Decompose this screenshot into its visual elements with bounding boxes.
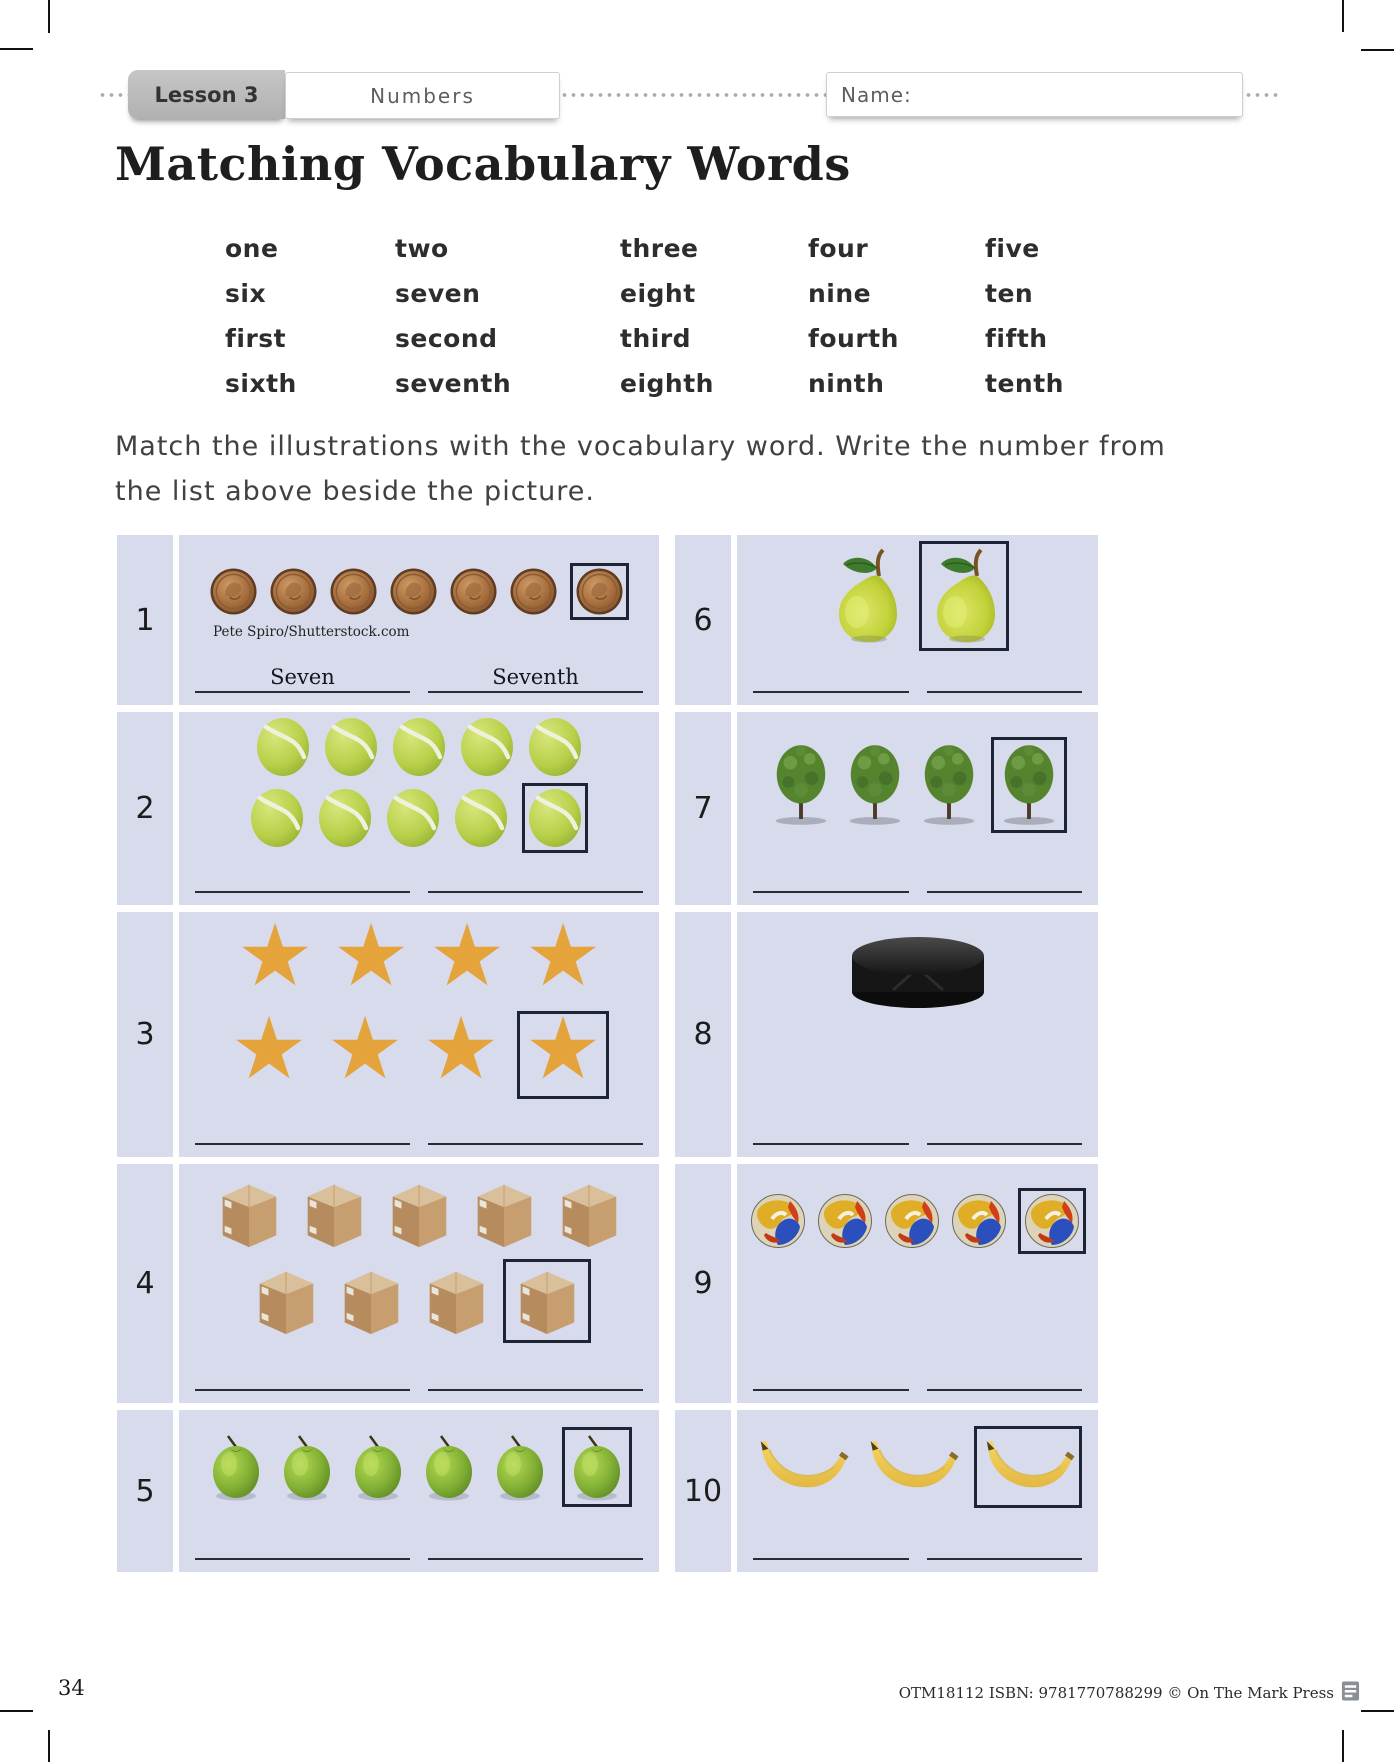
item-row: [754, 1426, 1082, 1508]
tree-image: [843, 742, 907, 828]
tennis-ball-image: [460, 717, 514, 777]
carton-image: [248, 1264, 324, 1338]
carton-image: [509, 1264, 585, 1338]
selection-box: [919, 541, 1009, 651]
item-area: [187, 1172, 651, 1347]
item-area: [187, 720, 651, 849]
word-item: tenth: [985, 369, 1064, 398]
cell-number: 5: [117, 1410, 173, 1572]
word-item: two: [395, 234, 449, 263]
word-item: ninth: [808, 369, 885, 398]
tennis-ball-image: [386, 788, 440, 848]
answer-line[interactable]: [428, 857, 643, 893]
page-number: 34: [58, 1676, 85, 1700]
item-row: [207, 1427, 632, 1507]
crop-mark: [1342, 0, 1344, 32]
answer-line[interactable]: [927, 1524, 1083, 1560]
banana-image: [754, 1431, 850, 1503]
item-area: [745, 920, 1090, 1101]
crop-mark: [1342, 1730, 1344, 1762]
item-row: [769, 737, 1067, 833]
item-row: [229, 998, 609, 1099]
item-row: [256, 717, 582, 777]
word-item: second: [395, 324, 498, 353]
answer-line[interactable]: [927, 657, 1083, 693]
answer-line[interactable]: [428, 1355, 643, 1391]
apple-image: [491, 1432, 549, 1502]
pear-image: [925, 546, 1003, 646]
word-item: seventh: [395, 369, 512, 398]
name-input-box[interactable]: [826, 72, 1243, 117]
answer-text: Seven: [270, 665, 335, 689]
apple-image: [420, 1432, 478, 1502]
word-item: seven: [395, 279, 481, 308]
item-row: [827, 541, 1009, 651]
apple-image: [568, 1432, 626, 1502]
item-area: [187, 543, 651, 649]
star-image: ★: [332, 905, 410, 1006]
lesson-label: Lesson 3: [154, 82, 259, 107]
puck-image: [833, 924, 1003, 1024]
tennis-ball-image: [324, 717, 378, 777]
star-image: ★: [524, 998, 602, 1099]
item-area: [745, 543, 1090, 649]
tree-image: [917, 742, 981, 828]
word-item: fourth: [808, 324, 899, 353]
tennis-ball-image: [528, 788, 582, 848]
item-row: [248, 1259, 591, 1343]
answer-line[interactable]: [753, 1109, 909, 1145]
star-image: ★: [236, 905, 314, 1006]
pear-image: [827, 546, 905, 646]
carton-image: [551, 1177, 627, 1251]
answer-lines: [195, 657, 643, 693]
carton-image: [333, 1264, 409, 1338]
dotted-rule: [1244, 92, 1282, 98]
page-title: Matching Vocabulary Words: [115, 137, 851, 191]
crop-mark: [48, 1730, 50, 1762]
cell-pucks: [737, 912, 1098, 1157]
item-row: [833, 924, 1003, 1024]
answer-line[interactable]: [753, 657, 909, 693]
word-item: sixth: [225, 369, 297, 398]
word-item: five: [985, 234, 1040, 263]
dotted-rule: [98, 92, 130, 98]
marble-image: [750, 1193, 806, 1249]
star-image: ★: [326, 998, 404, 1099]
penny-image: [450, 568, 497, 615]
penny-image: [330, 568, 377, 615]
selection-box: [522, 783, 588, 853]
selection-box: [1018, 1188, 1086, 1254]
subject-label: Numbers: [370, 83, 475, 108]
cell-number: 3: [117, 912, 173, 1157]
publisher-logo-icon: [1341, 1680, 1360, 1706]
cell-cartons: [179, 1164, 659, 1403]
star-image: ★: [428, 905, 506, 1006]
carton-image: [211, 1177, 287, 1251]
dotted-rule: [560, 92, 826, 98]
answer-line[interactable]: [927, 1109, 1083, 1145]
word-row: [225, 324, 1185, 369]
answer-line[interactable]: [753, 1355, 909, 1391]
cell-number: 8: [675, 912, 731, 1157]
answer-line[interactable]: [428, 1524, 643, 1560]
cell-number: 10: [675, 1410, 731, 1572]
apple-image: [278, 1432, 336, 1502]
tree-image: [769, 742, 833, 828]
penny-image: [210, 568, 257, 615]
selection-box: [503, 1259, 591, 1343]
item-row: [235, 905, 603, 1006]
word-item: third: [620, 324, 692, 353]
cell-apples: [179, 1410, 659, 1572]
answer-line[interactable]: [753, 857, 909, 893]
selection-box: [517, 998, 609, 1099]
banana-image: [864, 1431, 960, 1503]
tennis-ball-image: [256, 717, 310, 777]
item-row: [250, 783, 588, 853]
answer-lines: [753, 857, 1082, 893]
cell-number: 4: [117, 1164, 173, 1403]
cell-stars: [179, 905, 659, 1157]
word-item: four: [808, 234, 869, 263]
apple-image: [207, 1432, 265, 1502]
word-item: ten: [985, 279, 1034, 308]
answer-lines: [753, 657, 1082, 693]
tennis-ball-image: [528, 717, 582, 777]
answer-line[interactable]: [428, 657, 643, 693]
cell-number: 2: [117, 712, 173, 905]
answer-lines: [195, 1355, 643, 1391]
photo-credit: Pete Spiro/Shutterstock.com: [213, 624, 410, 640]
cell-marbles: [737, 1164, 1098, 1403]
selection-box: [562, 1427, 632, 1507]
cell-bananas: [737, 1410, 1098, 1572]
item-area: [187, 1418, 651, 1516]
item-row: [210, 563, 629, 620]
tennis-ball-image: [318, 788, 372, 848]
penny-image: [576, 568, 623, 615]
item-area: [745, 720, 1090, 849]
crop-mark: [0, 1710, 33, 1712]
carton-image: [466, 1177, 542, 1251]
answer-line[interactable]: [195, 657, 410, 693]
cell-pennys: [179, 535, 659, 705]
apple-image: [349, 1432, 407, 1502]
answer-lines: [195, 1524, 643, 1560]
answer-line[interactable]: [428, 1109, 643, 1145]
cell-number: 1: [117, 535, 173, 705]
marble-image: [951, 1193, 1007, 1249]
selection-box: [974, 1426, 1082, 1508]
word-row: [225, 234, 1185, 279]
cell-number: 9: [675, 1164, 731, 1403]
tennis-ball-image: [250, 788, 304, 848]
carton-image: [418, 1264, 494, 1338]
instructions: [115, 424, 1235, 514]
selection-box: [991, 737, 1067, 833]
crop-mark: [48, 0, 50, 33]
marble-image: [817, 1193, 873, 1249]
penny-image: [390, 568, 437, 615]
cell-trees: [737, 712, 1098, 905]
word-row: [225, 279, 1185, 324]
answer-lines: [753, 1524, 1082, 1560]
item-area: [745, 1172, 1090, 1347]
penny-image: [270, 568, 317, 615]
banana-image: [980, 1431, 1076, 1503]
selection-box: [570, 563, 629, 620]
instruction-line: the list above beside the picture.: [115, 476, 595, 507]
item-row: [211, 1177, 627, 1251]
imprint: [899, 1680, 1360, 1706]
crop-mark: [1361, 49, 1394, 51]
cell-number: 7: [675, 712, 731, 905]
tennis-ball-image: [454, 788, 508, 848]
answer-line[interactable]: [753, 1524, 909, 1560]
answer-lines: [195, 1109, 643, 1145]
answer-lines: [753, 1109, 1082, 1145]
cell-number: 6: [675, 535, 731, 705]
answer-line[interactable]: [195, 1524, 410, 1560]
tennis-ball-image: [392, 717, 446, 777]
answer-line[interactable]: [927, 1355, 1083, 1391]
marble-image: [884, 1193, 940, 1249]
name-label: Name:: [841, 82, 912, 107]
item-row: [750, 1188, 1086, 1254]
answer-text: Seventh: [492, 665, 579, 689]
carton-image: [381, 1177, 457, 1251]
word-item: three: [620, 234, 699, 263]
answer-line[interactable]: [927, 857, 1083, 893]
subject-box: [285, 72, 560, 119]
cell-tennis-balls: [179, 712, 659, 905]
item-area: [187, 905, 651, 1101]
item-area: [745, 1418, 1090, 1516]
tree-image: [997, 742, 1061, 828]
word-item: eight: [620, 279, 696, 308]
word-item: six: [225, 279, 267, 308]
answer-lines: [195, 857, 643, 893]
answer-line[interactable]: [195, 1355, 410, 1391]
word-item: first: [225, 324, 287, 353]
word-list: [225, 234, 1185, 414]
answer-line[interactable]: [195, 1109, 410, 1145]
word-item: fifth: [985, 324, 1048, 353]
star-image: ★: [524, 905, 602, 1006]
word-item: nine: [808, 279, 872, 308]
answer-line[interactable]: [195, 857, 410, 893]
imprint-text: OTM18112 ISBN: 9781770788299 © On The Mark Press: [898, 1684, 1334, 1702]
word-row: [225, 369, 1185, 414]
answer-lines: [753, 1355, 1082, 1391]
instruction-line: Match the illustrations with the vocabulary word. Write the number from: [115, 431, 1166, 462]
star-image: ★: [230, 998, 308, 1099]
word-item: eighth: [620, 369, 714, 398]
star-image: ★: [422, 998, 500, 1099]
crop-mark: [1361, 1710, 1394, 1712]
word-item: one: [225, 234, 279, 263]
marble-image: [1024, 1193, 1080, 1249]
carton-image: [296, 1177, 372, 1251]
cell-pears: [737, 535, 1098, 705]
crop-mark: [0, 48, 33, 50]
lesson-tab: [128, 70, 285, 119]
penny-image: [510, 568, 557, 615]
